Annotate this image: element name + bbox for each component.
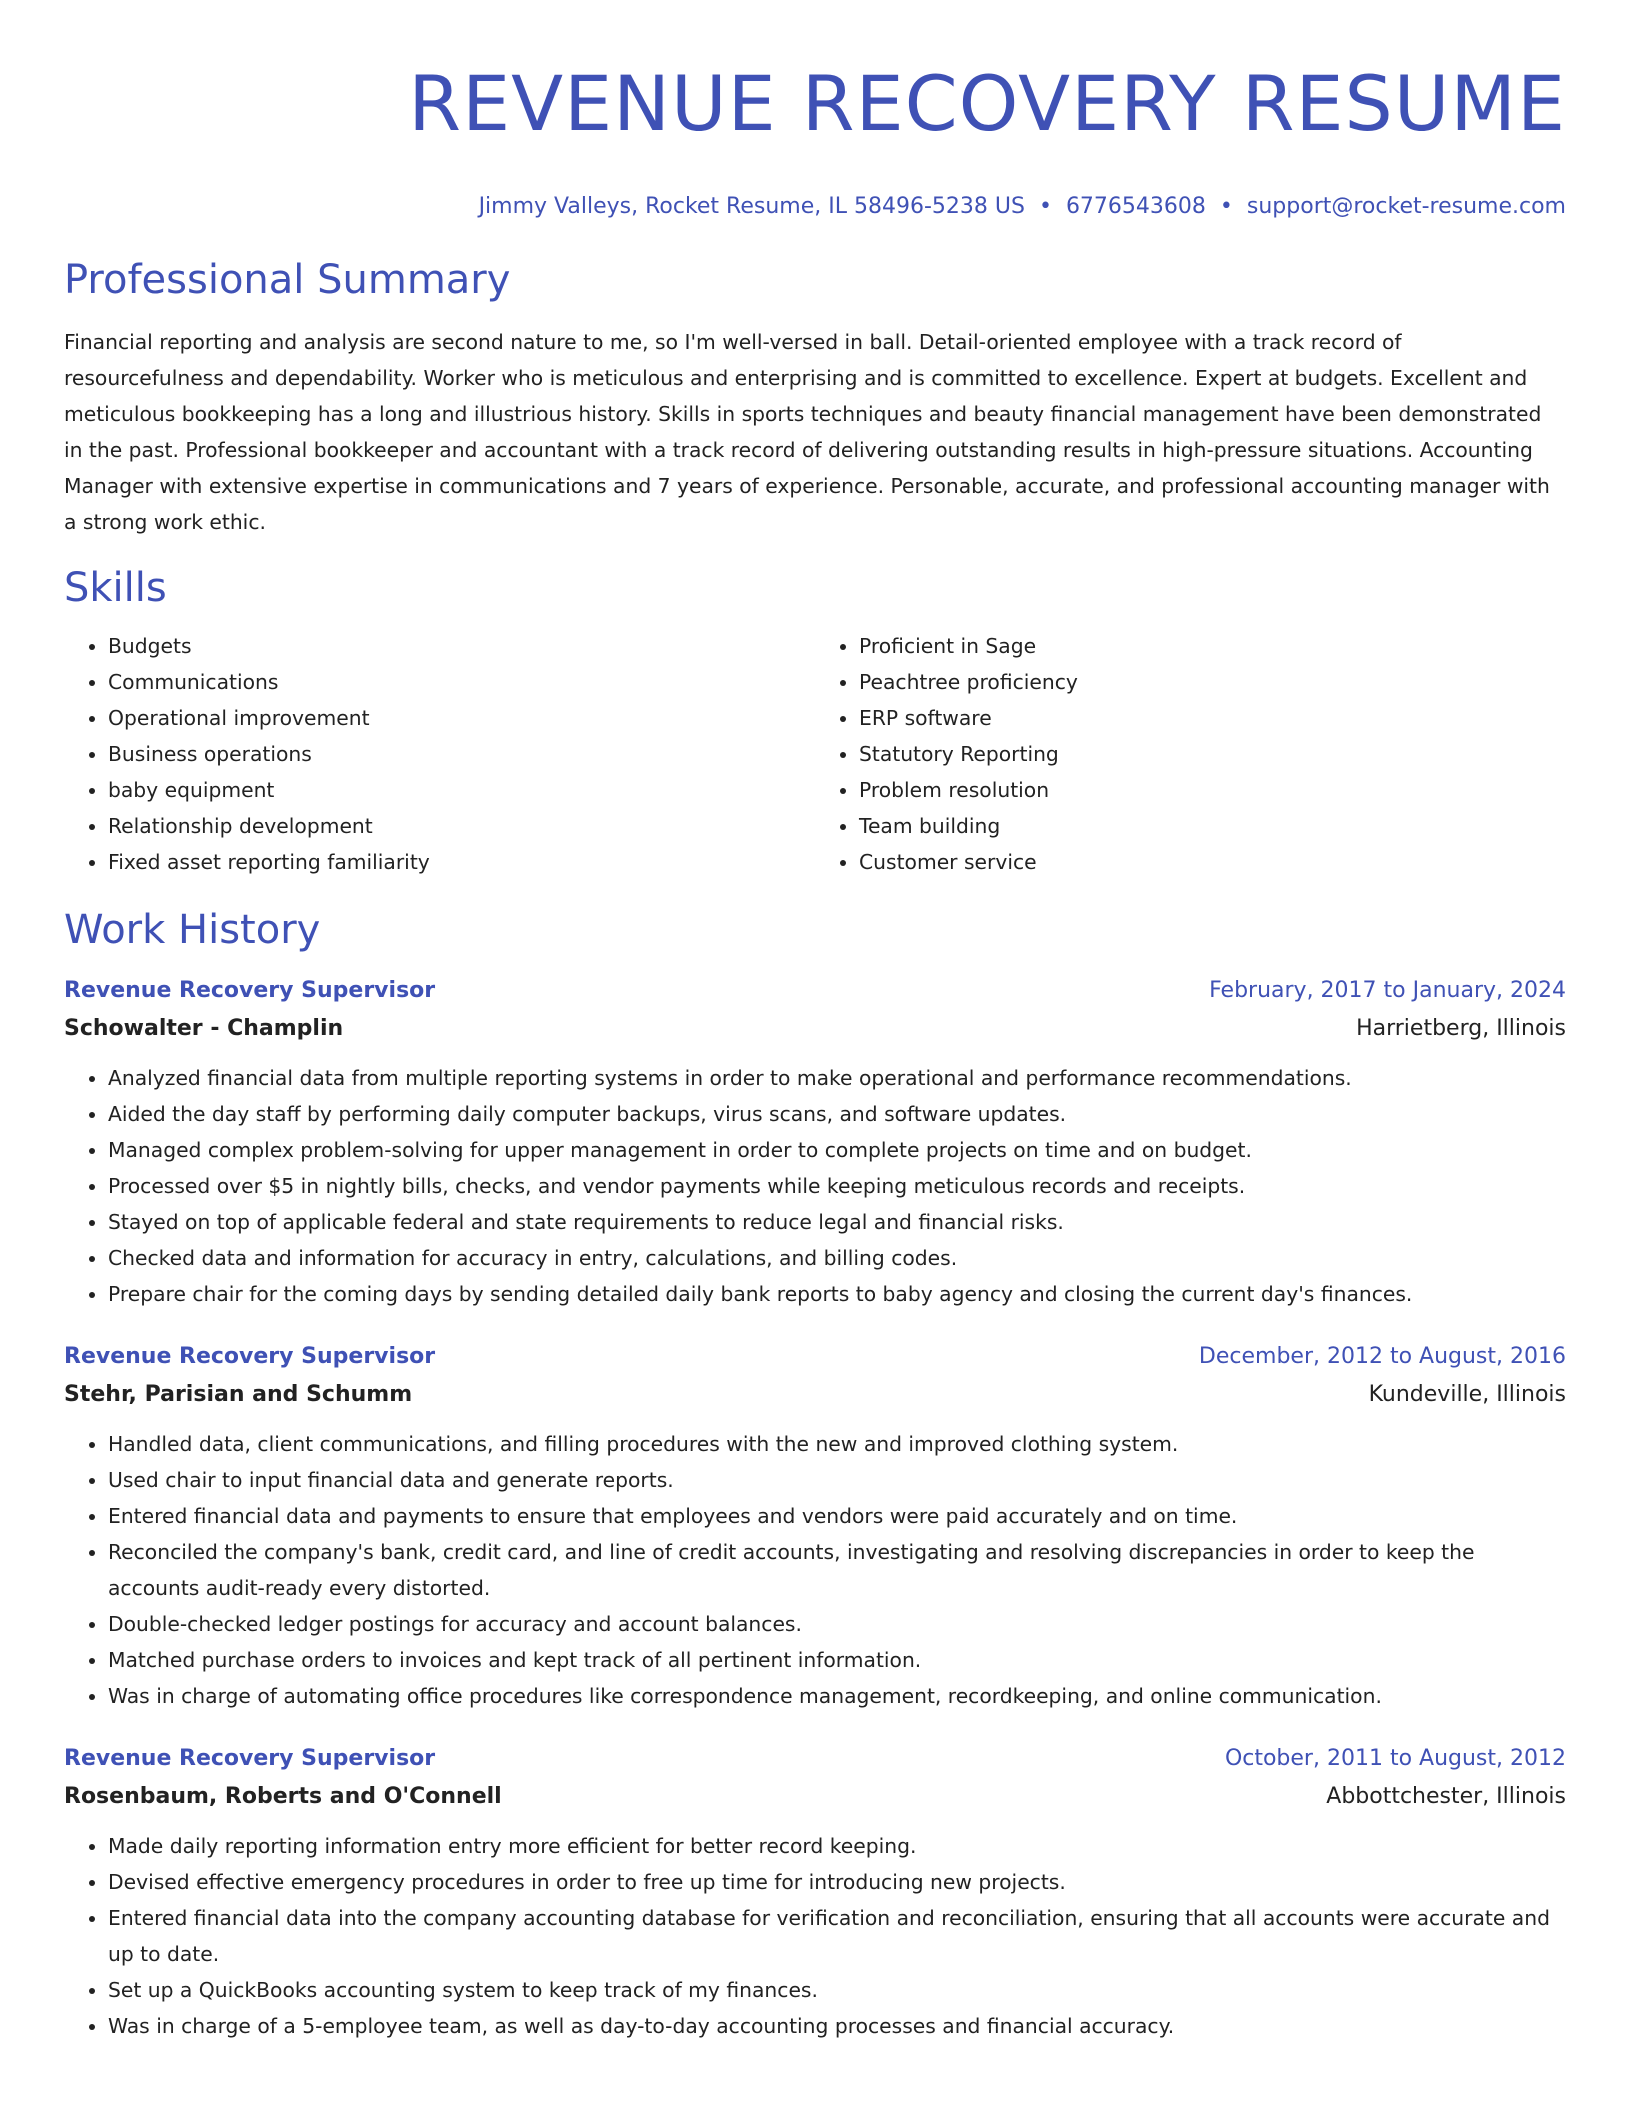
skill-item: • Problem resolution — [859, 772, 1566, 808]
skill-item: • Customer service — [859, 844, 1566, 880]
contact-line — [64, 192, 1566, 222]
work-history-heading: Work History — [64, 907, 321, 953]
job-bullet: • Reconciled the company's bank, credit card, and line of credit accounts, investigating and resolving discrepancies in order to keep the accounts audit-ready every distorted. — [108, 1534, 1566, 1606]
skill-item: • baby equipment — [108, 772, 815, 808]
job-bullet: • Used chair to input financial data and generate reports. — [108, 1462, 1566, 1498]
job-entry — [64, 1338, 1566, 1714]
job-subheader — [64, 1010, 1566, 1048]
skill-item: • Peachtree proficiency — [859, 664, 1566, 700]
job-bullet: • Stayed on top of applicable federal and state requirements to reduce legal and financial risks. — [108, 1204, 1566, 1240]
job-bullet: • Set up a QuickBooks accounting system to keep track of my finances. — [108, 1972, 1566, 2008]
job-company: Stehr, Parisian and Schumm — [64, 1382, 413, 1407]
job-dates: February, 2017 to January, 2024 — [1209, 978, 1566, 1003]
job-entry — [64, 972, 1566, 1312]
job-location: Harrietberg, Illinois — [1356, 1016, 1566, 1041]
job-location: Kundeville, Illinois — [1368, 1382, 1566, 1407]
job-bullets — [64, 1060, 1566, 1312]
contact-phone: 6776543608 — [1065, 194, 1206, 219]
job-bullet: • Devised effective emergency procedures in order to free up time for introducing new projects. — [108, 1864, 1566, 1900]
skill-item: • Operational improvement — [108, 700, 815, 736]
skill-item: • Team building — [859, 808, 1566, 844]
skill-item: • Statutory Reporting — [859, 736, 1566, 772]
skill-item: • Communications — [108, 664, 815, 700]
resume-name: REVENUE RECOVERY RESUME — [408, 59, 1566, 148]
job-subheader — [64, 1778, 1566, 1816]
contact-address: Jimmy Valleys, Rocket Resume, IL 58496-5238 US — [478, 194, 1025, 219]
job-dates: October, 2011 to August, 2012 — [1224, 1746, 1566, 1771]
contact-separator: • — [1038, 194, 1052, 219]
skill-item: • Relationship development — [108, 808, 815, 844]
job-bullet: • Double-checked ledger postings for accuracy and account balances. — [108, 1606, 1566, 1642]
skill-item: • Budgets — [108, 628, 815, 664]
job-header — [64, 972, 1566, 1010]
job-bullet: • Checked data and information for accuracy in entry, calculations, and billing codes. — [108, 1240, 1566, 1276]
job-dates: December, 2012 to August, 2016 — [1198, 1344, 1566, 1369]
job-bullet: • Was in charge of a 5-employee team, as well as day-to-day accounting processes and financial accuracy. — [108, 2008, 1566, 2044]
job-bullet: • Processed over $5 in nightly bills, checks, and vendor payments while keeping meticulous records and receipts. — [108, 1168, 1566, 1204]
job-bullet: • Analyzed financial data from multiple reporting systems in order to make operational and performance recommendations. — [108, 1060, 1566, 1096]
job-subheader — [64, 1376, 1566, 1414]
skills-column-right — [815, 628, 1566, 880]
skills-heading: Skills — [64, 565, 167, 611]
job-bullet: • Matched purchase orders to invoices and kept track of all pertinent information. — [108, 1642, 1566, 1678]
job-header — [64, 1740, 1566, 1778]
contact-separator: • — [1219, 194, 1233, 219]
job-company: Rosenbaum, Roberts and O'Connell — [64, 1784, 502, 1809]
skill-item: • Business operations — [108, 736, 815, 772]
summary-text: Financial reporting and analysis are second nature to me, so I'm well-versed in ball. Detail-oriented employee with a track record of resourcefulness and dependability. Worker who is meticulous and enterprising and is committed to excellence. Expert at budgets. Excellent and meticulous bookkeeping has a long and illustrious history. Skills in sports techniques and beauty financial management have been demonstrated in the past. Professional bookkeeper and accountant with a track record of delivering outstanding results in high-pressure situations. Accounting Manager with extensive expertise in communications and 7 years of experience. Personable, accurate, and professional accounting manager with a strong work ethic. — [64, 330, 1550, 534]
skill-item: • Fixed asset reporting familiarity — [108, 844, 815, 880]
skill-item: • Proficient in Sage — [859, 628, 1566, 664]
job-bullet: • Managed complex problem-solving for upper management in order to complete projects on time and on budget. — [108, 1132, 1566, 1168]
skills-list — [64, 628, 1566, 880]
job-header — [64, 1338, 1566, 1376]
job-bullet: • Was in charge of automating office procedures like correspondence management, recordkeeping, and online communication. — [108, 1678, 1566, 1714]
job-bullet: • Entered financial data into the company accounting database for verification and reconciliation, ensuring that all accounts were accurate and up to date. — [108, 1900, 1566, 1972]
job-company: Schowalter - Champlin — [64, 1016, 344, 1041]
job-bullet: • Aided the day staff by performing daily computer backups, virus scans, and software updates. — [108, 1096, 1566, 1132]
skill-item: • ERP software — [859, 700, 1566, 736]
summary-heading: Professional Summary — [64, 257, 511, 303]
job-title: Revenue Recovery Supervisor — [64, 1344, 436, 1369]
job-title: Revenue Recovery Supervisor — [64, 978, 436, 1003]
job-title: Revenue Recovery Supervisor — [64, 1746, 436, 1771]
job-location: Abbottchester, Illinois — [1326, 1784, 1566, 1809]
job-bullet: • Entered financial data and payments to ensure that employees and vendors were paid accurately and on time. — [108, 1498, 1566, 1534]
job-bullet: • Handled data, client communications, and filling procedures with the new and improved clothing system. — [108, 1426, 1566, 1462]
job-bullets — [64, 1828, 1566, 2044]
skills-column-left — [64, 628, 815, 880]
job-bullet: • Prepare chair for the coming days by sending detailed daily bank reports to baby agency and closing the current day's finances. — [108, 1276, 1566, 1312]
job-bullets — [64, 1426, 1566, 1714]
job-bullet: • Made daily reporting information entry more efficient for better record keeping. — [108, 1828, 1566, 1864]
job-entry — [64, 1740, 1566, 2044]
contact-email[interactable]: support@rocket-resume.com — [1246, 194, 1566, 219]
